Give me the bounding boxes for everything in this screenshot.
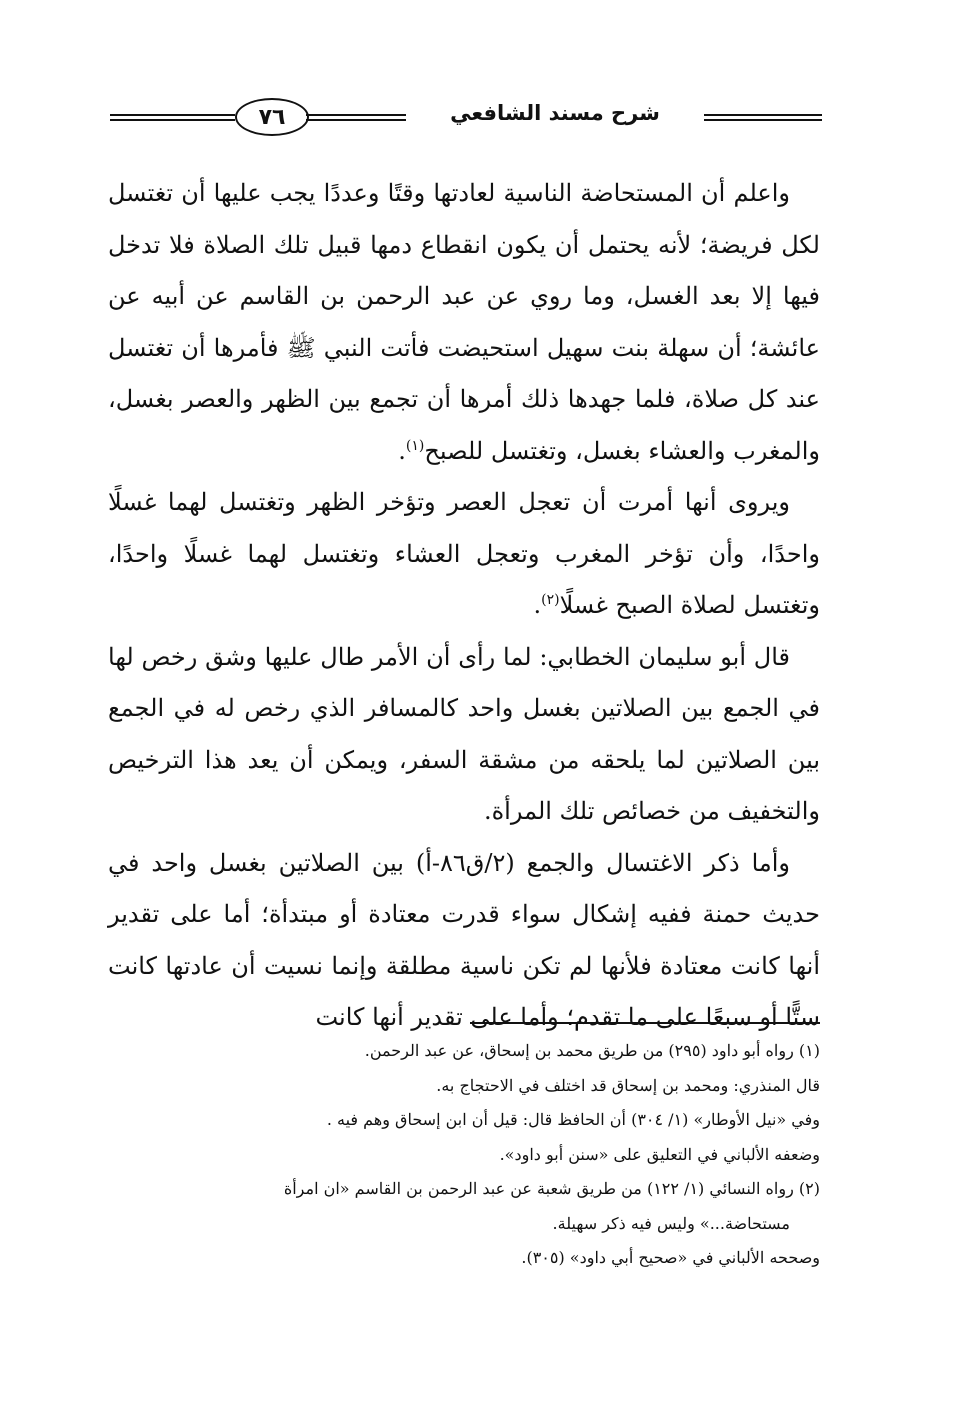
footnote-separator — [470, 1022, 820, 1024]
footnote-line: وفي «نيل الأوطار» (١/ ٣٠٤) أن الحافظ قال: قيل أن ابن إسحاق وهم فيه . — [326, 1110, 820, 1129]
footnote-line: (٢) رواه النسائي (١/ ١٢٢) من طريق شعبة عن عبد الرحمن بن القاسم «ان امرأة — [283, 1179, 820, 1198]
footnote-ref-1: (١) — [405, 437, 425, 454]
main-text — [108, 168, 820, 1044]
footnote-line: مستحاضة...» وليس فيه ذكر سهيلة. — [552, 1213, 790, 1233]
running-title: شرح مسند الشافعي — [450, 101, 660, 125]
footnote-line: قال المنذري: ومحمد بن إسحاق قد اختلف في الاحتجاج به. — [436, 1075, 820, 1095]
footnote-ref-2: (٢) — [541, 592, 560, 608]
footnote-line: وضعفه الألباني في التعليق على «سنن أبو داود». — [499, 1144, 820, 1164]
header-rule-middle — [306, 114, 406, 121]
footnote-line: وصححه الألباني في «صحيح أبي داود» (٣٠٥). — [521, 1248, 820, 1267]
paragraph-4: وأما ذكر الاغتسال والجمع (٢/ق٨٦-أ) بين الصلاتين بغسل واحد في حديث حمنة ففيه إشكال سواء قدرت معتادة أو مبتدأة؛ أما على تقدير أنها كانت معتادة فلأنها لم تكن ناسية مطلقة وإنما نسيت أن عادتها كانت ستًّا أو سبعًا على ما تقدم؛ وأما على تقدير أنها كانت — [108, 848, 820, 1031]
paragraph-2-text: ويروى أنها أمرت أن تعجل العصر وتؤخر الظهر وتغتسل لهما غسلًا واحدًا، وأن تؤخر المغرب وتعجل العشاء وتغتسل لهما غسلًا واحدًا، وتغتسل لصلاة الصبح غسلًا — [108, 488, 821, 619]
footnotes — [108, 1034, 820, 1276]
period: . — [533, 591, 542, 619]
page-number: ٧٦ — [235, 98, 309, 136]
paragraph-1-text: واعلم أن المستحاضة الناسية لعادتها وقتًا وعددًا يجب عليها أن تغتسل لكل فريضة؛ لأنه يحتمل أن يكون انقطاع دمها قبيل تلك الصلاة فلا تدخل فيها إلا بعد الغسل، وما روي عن عبد الرحمن بن القاسم عن أبيه عن عائشة؛ أن سهلة بنت سهيل استحيضت فأتت النبي ﷺ فأمرها أن تغتسل عند كل صلاة، فلما جهدها ذلك أمرها أن تجمع بين الظهر والعصر بغسل، والمغرب والعشاء بغسل، وتغتسل للصبح — [108, 179, 820, 465]
paragraph-1 — [108, 168, 820, 477]
footnote-line: (١) رواه أبو داود (٢٩٥) من طريق محمد بن إسحاق، عن عبد الرحمن. — [364, 1041, 820, 1060]
page-header — [110, 92, 822, 140]
header-rule-right — [704, 114, 822, 121]
header-rule-left — [110, 114, 235, 121]
period: . — [398, 436, 406, 465]
paragraph-2 — [108, 477, 820, 632]
paragraph-3: قال أبو سليمان الخطابي: لما رأى أن الأمر طال عليها وشق رخص لها في الجمع بين الصلاتين بغسل واحد كالمسافر الذي رخص له في الجمع بين الصلاتين لما يلحقه من مشقة السفر، ويمكن أن يعد هذا الترخيص والتخفيف من خصائص تلك المرأة. — [108, 642, 820, 825]
